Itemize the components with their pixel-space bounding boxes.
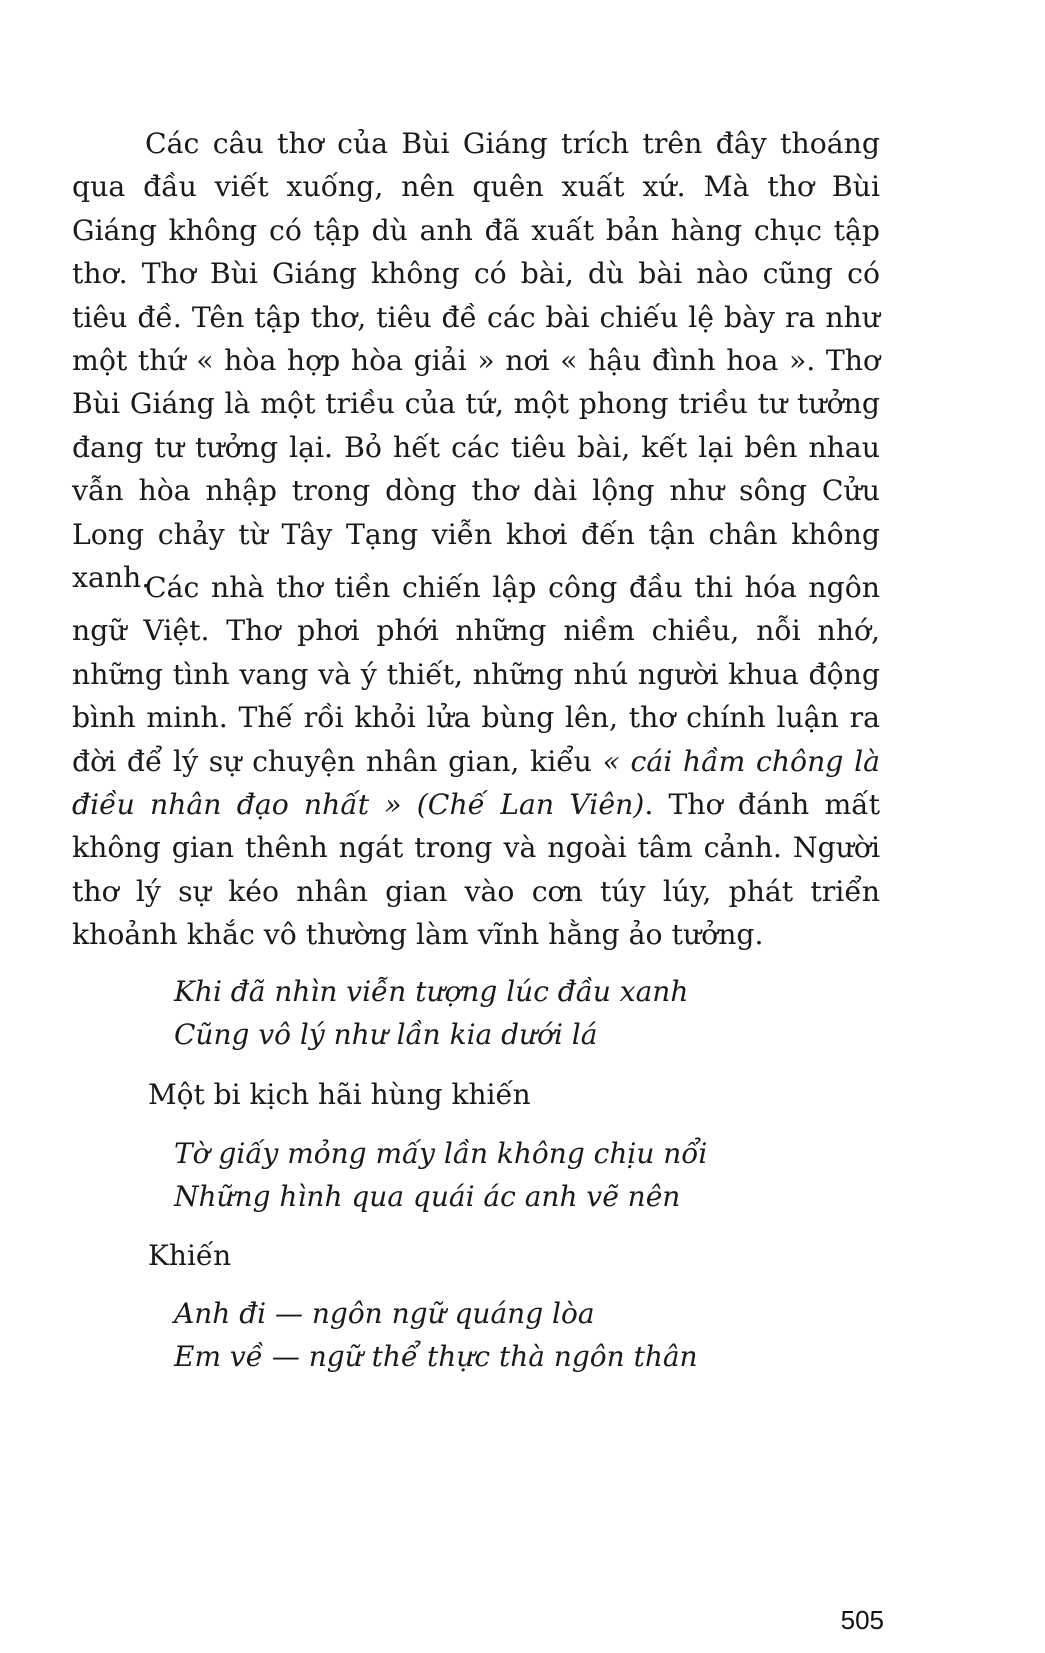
verse-stanza-2 [174, 1132, 707, 1218]
verse-line: Những hình qua quái ác anh vẽ nên [174, 1180, 681, 1213]
verse-line: Cũng vô lý như lần kia dưới lá [174, 1018, 598, 1051]
verse-line: Tờ giấy mỏng mấy lần không chịu nổi [174, 1137, 708, 1170]
paragraph-2-text-start: Các nhà thơ tiền chiến lập công đầu thi hóa ngôn ngữ Việt. Thơ phơi phới những niềm chiều, nỗi nhớ, những tình vang và ý thiết, những nhú người khua động bình minh. Thế rồi khỏi lửa bùng lên, thơ chính luận ra đời để lý sự chuyện nhân gian, kiểu [72, 571, 880, 778]
paragraph-1-text: Các câu thơ của Bùi Giáng trích trên đây thoáng qua đầu viết xuống, nên quên xuất xứ. Mà thơ Bùi Giáng không có tập dù anh đã xuất bản hàng chục tập thơ. Thơ Bùi Giáng không có bài, dù bài nào cũng có tiêu đề. Tên tập thơ, tiêu đề các bài chiếu lệ bày ra như một thứ « hòa hợp hòa giải » nơi « hậu đình hoa ». Thơ Bùi Giáng là một triều của tứ, một phong triều tư tưởng đang tư tưởng lại. Bỏ hết các tiêu bài, kết lại bên nhau vẫn hòa nhập trong dòng thơ dài lộng như sông Cửu Long chảy từ Tây Tạng viễn khơi đến tận chân không xanh. [72, 127, 880, 595]
verse-line: Khi đã nhìn viễn tượng lúc đầu xanh [174, 975, 689, 1008]
verse-line: Em về — ngữ thể thực thà ngôn thân [174, 1340, 698, 1373]
paragraph-2-quote: « cái hầm chông là điều nhân đạo nhất » (Chế Lan Viên) [72, 744, 880, 822]
verse-line: Anh đi — ngôn ngữ quáng lòa [174, 1297, 595, 1330]
verse-stanza-1 [174, 970, 688, 1056]
connecting-line-2: Khiến [148, 1239, 232, 1272]
verse-stanza-3 [174, 1292, 698, 1378]
paragraph-2 [72, 566, 880, 957]
paragraph-2-text-end: . Thơ đánh mất không gian thênh ngát trong và ngoài tâm cảnh. Người thơ lý sự kéo nhân gian vào cơn túy lúy, phát triển khoảnh khắc vô thường làm vĩnh hằng ảo tưởng. [72, 788, 881, 952]
connecting-line-1: Một bi kịch hãi hùng khiến [148, 1078, 531, 1111]
paragraph-1 [72, 122, 880, 599]
page-number: 505 [840, 1605, 884, 1635]
